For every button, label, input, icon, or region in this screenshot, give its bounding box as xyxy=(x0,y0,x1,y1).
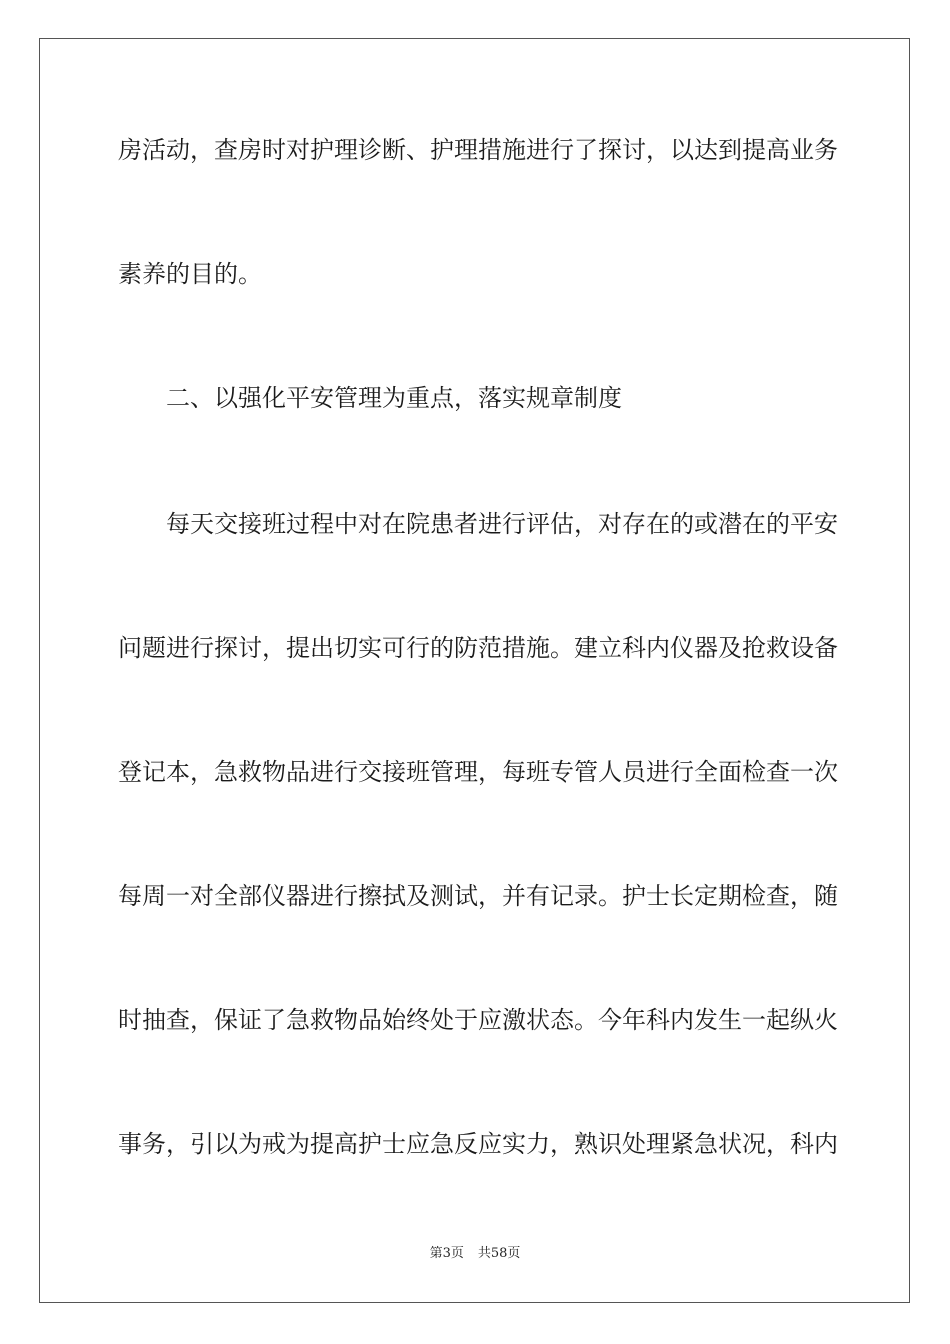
page-number: 第3页 xyxy=(429,1246,464,1261)
body-line-2: 素养的目的。 xyxy=(118,260,262,288)
body-line-3: 每天交接班过程中对在院患者进行评估，对存在的或潜在的平安 xyxy=(166,510,838,538)
section-heading: 二、以强化平安管理为重点，落实规章制度 xyxy=(166,384,622,412)
body-line-7: 时抽查，保证了急救物品始终处于应激状态。今年科内发生一起纵火 xyxy=(118,1006,838,1034)
body-line-1: 房活动，查房时对护理诊断、护理措施进行了探讨，以达到提高业务 xyxy=(118,136,838,164)
body-line-5: 登记本，急救物品进行交接班管理，每班专管人员进行全面检查一次 xyxy=(118,758,838,786)
page-border xyxy=(39,38,910,1303)
body-line-6: 每周一对全部仪器进行擦拭及测试，并有记录。护士长定期检查，随 xyxy=(118,882,838,910)
page-footer xyxy=(0,1245,950,1263)
body-line-8: 事务，引以为戒为提高护士应急反应实力，熟识处理紧急状况，科内 xyxy=(118,1130,838,1158)
body-line-4: 问题进行探讨，提出切实可行的防范措施。建立科内仪器及抢救设备 xyxy=(118,634,838,662)
page-total: 共58页 xyxy=(477,1246,521,1261)
